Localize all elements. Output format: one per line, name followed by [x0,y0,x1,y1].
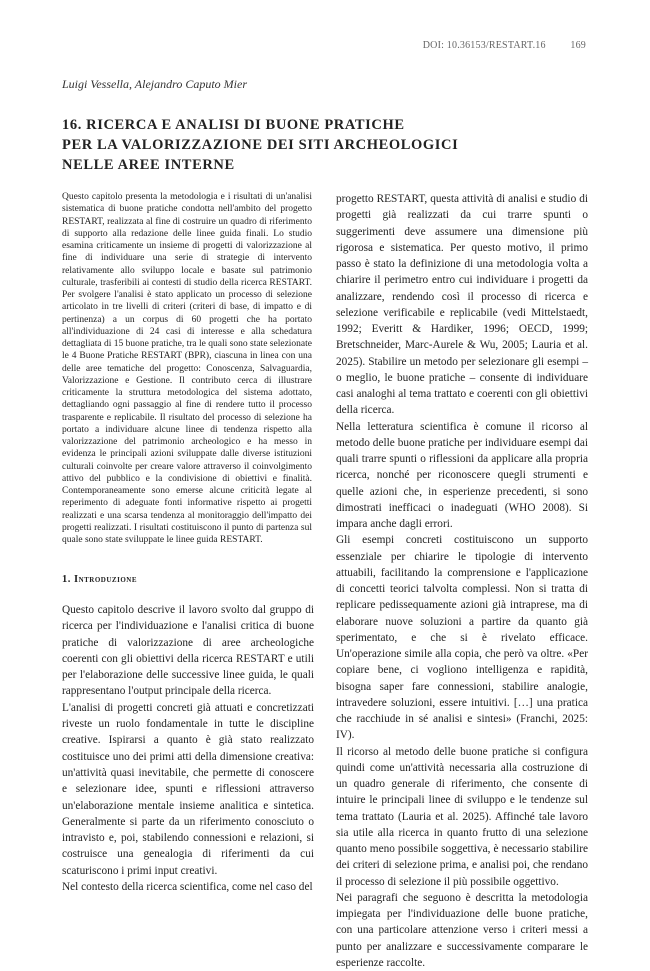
paragraph: Il ricorso al metodo delle buone pratiche si configura quindi come un'attività necessaria alla costruzione di un quadro generale di riferimento, che consente di intuire le principali linee di sviluppo e le tendenze sul tema trattato (Lauria et al. 2025). Affinché tale lavoro sia utile alla ricerca in quanto frutto di una selezione quanto meno possibile soggettiva, è necessario stabilire dei criteri di selezione prima, e analisi poi, che rendano il processo di selezione il più possibile oggettivo. [336,745,588,888]
paragraph: Nel contesto della ricerca scientifica, come nel caso del [62,881,313,894]
chapter-title-line: 16. RICERCA E ANALISI DI BUONE PRATICHE [62,117,405,133]
chapter-authors: Luigi Vessella, Alejandro Caputo Mier [62,77,247,91]
paragraph: Gli esempi concreti costituiscono un supporto essenziale per chiarire le tipologie di intervento attuabili, facilitando la comprensione e l'applicazione di concetti teorici talvolta complessi. Non si tratta di replicare pedissequamente azioni già intraprese, ma di elaborare nuove soluzioni a partire da quanto già sperimentato, e che si è rivelato efficace. Un'operazione simile alla copia, che però va oltre. «Per copiare bene, ci vogliono intelligenza e rapidità, bisogna saper fare connessioni, stabilire analogie, intravedere soluzioni, essere intuitivi. […] una pratica che racchiude in sé analisi e sintesi» (Franchi, 2025: IV). [336,534,588,742]
paragraph: progetto RESTART, questa attività di analisi e studio di progetti già realizzati da cui trarre spunti o suggerimenti deve assumere una dimensione più rigorosa e sistematica. Per questo motivo, il primo passo è stato la definizione di una metodologia volta a chiarire il perimetro entro cui individuare i progetti da analizzare, rendendo così il processo di ricerca e selezione verificabile e replicabile (vedi Mittelstaedt, 1992; Everitt & Hardiker, 1996; OECD, 1999; Bretschneider, Marc-Aurele & Wu, 2005; Lauria et al. 2025). Stabilire un metodo per selezionare gli esempi – o meglio, le buone pratiche – consente di individuare casi analoghi al tema trattato e coerenti con gli obiettivi della ricerca. [336,193,588,417]
chapter-title [62,115,502,175]
doi-link[interactable]: DOI: 10.36153/RESTART.16 [422,40,546,51]
chapter-title-line: PER LA VALORIZZAZIONE DEI SITI ARCHEOLOGICI [62,137,459,153]
section-number: 1. [62,574,71,585]
abstract [62,191,312,546]
page-number: 169 [570,40,586,51]
section-heading [62,574,137,585]
section-title: Introduzione [74,574,137,585]
paragraph: Nei paragrafi che seguono è descritta la metodologia impiegata per l'individuazione delle buone pratiche, con una particolare attenzione verso i criteri messi a punto per analizzare e successivamente comparare le esperienze raccolte. [336,891,588,969]
paragraph: Nella letteratura scientifica è comune il ricorso al metodo delle buone pratiche per individuare esempi dai quali trarre spunti o riflessioni da applicare alla propria ricerca, nonché per riconoscere quegli strumenti e quelle azioni che, in esperienze precedenti, si sono dimostrati inefficaci o inadeguati (WHO 2008). Si impara anche dagli errori. [336,420,588,530]
abstract-text: Questo capitolo presenta la metodologia e i risultati di un'analisi sistematica di buone pratiche condotta nell'ambito del progetto RESTART, realizzata al fine di costruire un quadro di riferimento di supporto alla redazione delle linee guida finali. Lo studio esamina criticamente un insieme di progetti di valorizzazione al fine di individuare una serie di strategie di intervento relativamente allo sviluppo locale e basate sul patrimonio culturale, trasferibili ai contesti di studio della ricerca RESTART. Per svolgere l'analisi è stato applicato un processo di selezione articolato in tre livelli di criteri (criteri di base, di impatto e di pertinenza) a un corpus di 60 progetti che ha portato all'individuazione di 24 casi di interesse e alla schedatura dettagliata di 15 buone pratiche, tra le quali sono state selezionate le 4 Buone Pratiche RESTART (BPR), ciascuna in linea con una delle aree tematiche del progetto: Conoscenza, Salvaguardia, Valorizzazione e Gestione. Il contributo cerca di illustrare criticamente la struttura metodologica del sistema adottato, dettagliando ogni passaggio al fine di rendere tutto il processo trasparente e replicabile. Il risultato del processo di selezione ha portato a individuare alcune linee di tendenza rispetto alla valorizzazione del patrimonio archeologico e ha messo in evidenza le principali azioni sviluppate dalle diverse istituzioni culturali coinvolte per creare valore attraverso il coinvolgimento attivo del pubblico e la condivisione di obiettivi e finalità. Contemporaneamente sono emerse alcune criticità legate al reperimento di adeguate fonti informative rispetto ai progetti realizzati e una scarsa tendenza al monitoraggio dell'impatto dei progetti realizzati. I risultati costituiscono il punto di partenza sul quale sono state sviluppate le linee guida RESTART. [62,192,312,545]
paragraph: L'analisi di progetti concreti già attuati e concretizzati riveste un ruolo fondamentale in tutte le discipline creative. Ispirarsi a quanto è già stato realizzato costituisce uno dei primi atti della dimensione creativa: un'attività quasi inevitabile, che permette di conoscere e selezionare idee, spunti e riflessioni attraverso un'elaborazione mentale insieme analitica e sintetica. Generalmente si parte da un riferimento conosciuto o intravisto e, poi, stabilendo connessioni e relazioni, si costruisce una genealogia di riferimenti da cui scaturiscono i primi input creativi. [62,701,314,877]
body-column-right [336,191,588,971]
running-header [423,40,586,51]
chapter-title-line: NELLE AREE INTERNE [62,157,235,173]
body-column-left [62,602,314,895]
paragraph: Questo capitolo descrive il lavoro svolto dal gruppo di ricerca per l'individuazione e l'analisi critica di buone pratiche di valorizzazione di aree archeologiche coerenti con gli obiettivi della ricerca RESTART e utili per l'elaborazione delle successive linee guida, le quali rappresentano l'output principale della ricerca. [62,604,314,698]
